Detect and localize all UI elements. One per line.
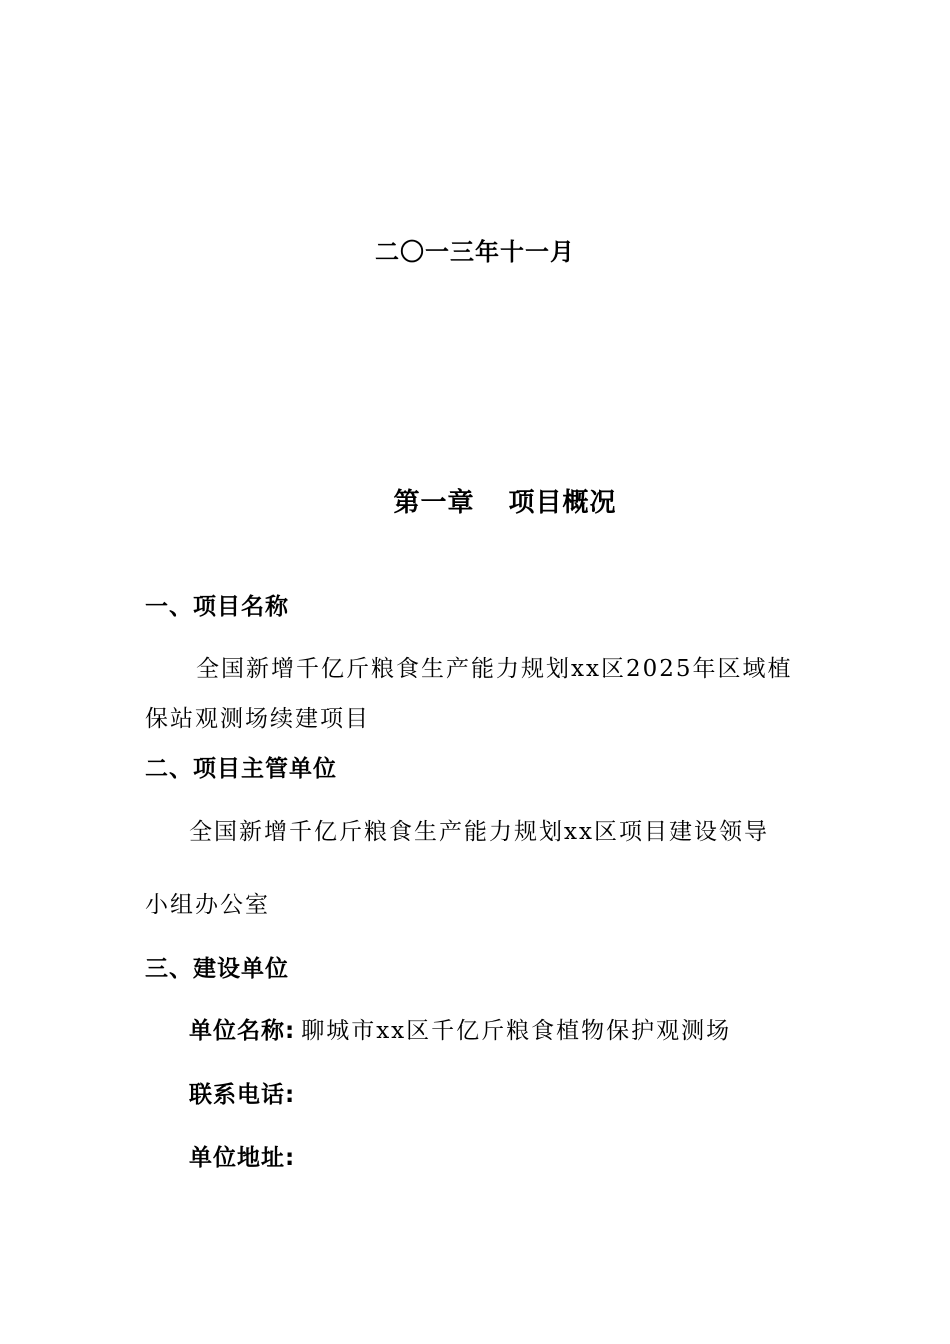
phone-label: 联系电话: [189,1082,296,1108]
chapter-title: 项目概况 [508,488,617,518]
chapter-number: 第一章 [393,488,475,518]
authority-line-2: 小组办公室 [145,892,270,918]
authority-line-1: 全国新增千亿斤粮食生产能力规划xx区项目建设领导 [189,819,769,845]
chapter-heading [0,482,950,519]
section-heading-authority: 二、项目主管单位 [145,756,337,782]
unit-name-row [189,1012,731,1045]
address-label: 单位地址: [189,1145,296,1171]
unit-name-value: 聊城市xx区千亿斤粮食植物保护观测场 [301,1018,732,1044]
project-name-line-1: 全国新增千亿斤粮食生产能力规划xx区2025年区域植 [196,656,793,682]
unit-name-label: 单位名称: [189,1018,296,1044]
section-heading-builder: 三、建设单位 [145,956,289,982]
section-heading-project-name: 一、项目名称 [145,594,289,620]
cover-date: 二〇一三年十一月 [375,238,575,266]
project-name-line-2: 保站观测场续建项目 [145,706,370,732]
